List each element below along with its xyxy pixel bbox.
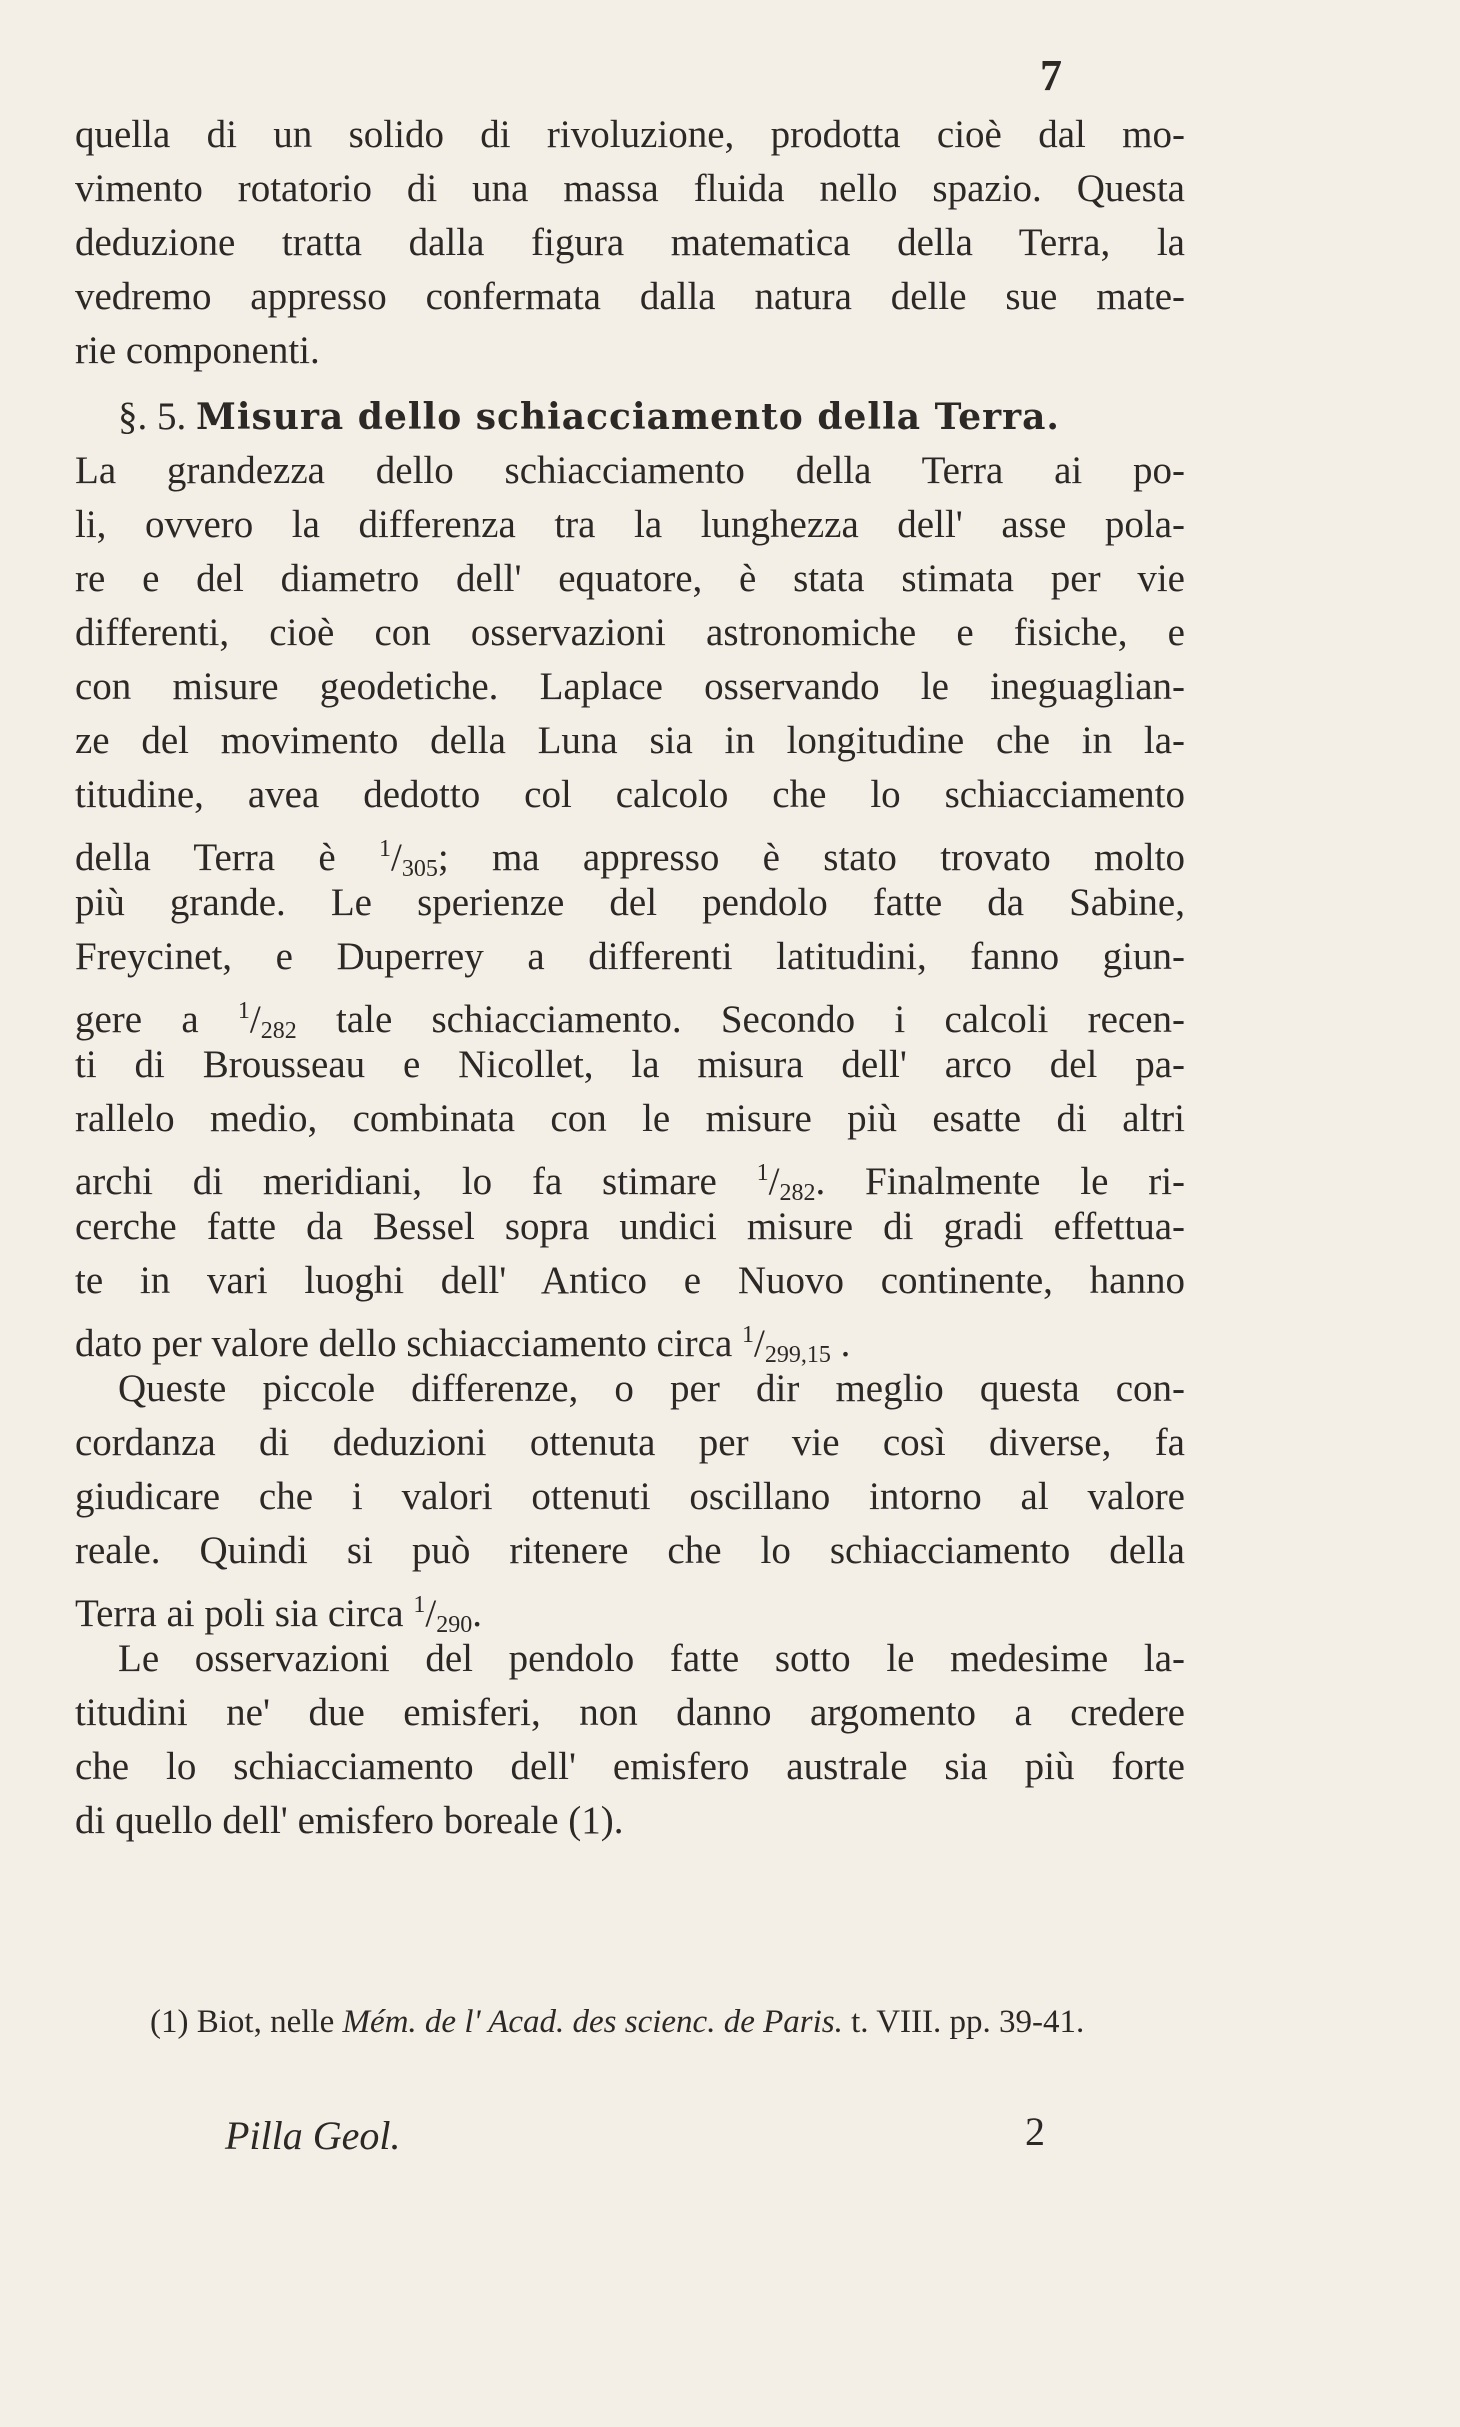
signature-mark: Pilla Geol. <box>225 2113 401 2158</box>
fraction-numerator: 1 <box>237 998 250 1024</box>
fraction-denominator: 305 <box>401 856 438 882</box>
footnote-text: t. VIII. pp. 39-41. <box>851 2004 1085 2040</box>
line-text: . <box>840 1322 851 1365</box>
line-text: archi di meridiani, lo fa stimare <box>75 1160 717 1203</box>
fraction: $^1/_{290}$ <box>413 1592 473 1638</box>
text-line: con misure geodetiche. Laplace osservando le ineguaglian- <box>75 665 1185 708</box>
fraction-numerator: 1 <box>742 1322 754 1348</box>
text-line: reale. Quindi si può ritenere che lo schiacciamento della <box>75 1529 1185 1572</box>
fraction-numerator: 1 <box>413 1592 426 1618</box>
text-line: Queste piccole differenze, o per dir meglio questa con- <box>118 1367 1185 1410</box>
line-text: tale schiacciamento. Secondo i calcoli recen- <box>335 998 1186 1041</box>
fraction-denominator: 290 <box>436 1612 473 1638</box>
text-line: titudine, avea dedotto col calcolo che lo schiacciamento <box>75 773 1185 816</box>
text-line: più grande. Le sperienze del pendolo fatte da Sabine, <box>75 881 1185 924</box>
text-line: cordanza di deduzioni ottenuta per vie così diverse, fa <box>75 1421 1185 1464</box>
text-line: quella di un solido di rivoluzione, prodotta cioè dal mo- <box>75 113 1185 156</box>
text-line: che lo schiacciamento dell' emisfero australe sia più forte <box>75 1745 1185 1788</box>
text-line: ti di Brousseau e Nicollet, la misura dell' arco del pa- <box>75 1043 1185 1086</box>
text-line: Freycinet, e Duperrey a differenti latitudini, fanno giun- <box>75 935 1185 978</box>
text-line: vedremo appresso confermata dalla natura delle sue mate- <box>75 275 1185 318</box>
line-text: . Finalmente le ri- <box>815 1160 1186 1203</box>
line-text: Terra ai poli sia circa <box>75 1592 404 1635</box>
text-line: ze del movimento della Luna sia in longitudine che in la- <box>75 719 1185 762</box>
footnote <box>150 2000 1190 2044</box>
fraction: $^1/_{282}$ <box>756 1160 816 1206</box>
fraction-denominator: 299,15 <box>764 1342 831 1368</box>
text-line: di quello dell' emisfero boreale (1). <box>75 1799 624 1842</box>
line-text: della Terra è <box>75 836 336 879</box>
fraction-denominator: 282 <box>260 1018 297 1044</box>
text-line: li, ovvero la differenza tra la lunghezza dell' asse pola- <box>75 503 1185 546</box>
line-text: ; ma appresso è stato trovato molto <box>437 836 1185 879</box>
line-text: dato per valore dello schiacciamento circa <box>75 1322 733 1365</box>
line-text: . <box>472 1592 482 1635</box>
section-heading <box>118 392 1185 442</box>
text-line: giudicare che i valori ottenuti oscillano intorno al valore <box>75 1475 1185 1518</box>
fraction-numerator: 1 <box>756 1160 769 1186</box>
text-line: deduzione tratta dalla figura matematica della Terra, la <box>75 221 1185 264</box>
line-text: gere a <box>75 998 199 1041</box>
text-line: re e del diametro dell' equatore, è stata stimata per vie <box>75 557 1185 600</box>
text-line: cerche fatte da Bessel sopra undici misure di gradi effettua- <box>75 1205 1185 1248</box>
footnote-marker: (1) <box>150 2004 189 2040</box>
signature-number: 2 <box>1025 2109 1045 2154</box>
fraction: $^1/_{305}$ <box>378 836 438 882</box>
text-line: rallelo medio, combinata con le misure più esatte di altri <box>75 1097 1185 1140</box>
text-line: titudini ne' due emisferi, non danno argomento a credere <box>75 1691 1185 1734</box>
text-line: te in vari luoghi dell' Antico e Nuovo continente, hanno <box>75 1259 1185 1302</box>
fraction-numerator: 1 <box>378 836 391 862</box>
fraction-denominator: 282 <box>779 1180 816 1206</box>
text-line: vimento rotatorio di una massa fluida nello spazio. Questa <box>75 167 1185 210</box>
section-title: Misura dello schiacciamento della Terra. <box>196 396 1060 438</box>
section-number: §. 5. <box>118 395 187 438</box>
fraction: $^1/_{299,15}$ <box>742 1322 831 1368</box>
footnote-text: Biot, nelle <box>196 2004 335 2040</box>
fraction: $^1/_{282}$ <box>237 998 297 1044</box>
text-line: rie componenti. <box>75 329 320 372</box>
page-number: 7 <box>1040 51 1062 100</box>
footnote-citation: Mém. de l' Acad. des scienc. de Paris. <box>342 2004 843 2040</box>
text-line: differenti, cioè con osservazioni astronomiche e fisiche, e <box>75 611 1185 654</box>
text-line: La grandezza dello schiacciamento della Terra ai po- <box>75 449 1185 492</box>
text-line: Le osservazioni del pendolo fatte sotto le medesime la- <box>118 1637 1185 1680</box>
